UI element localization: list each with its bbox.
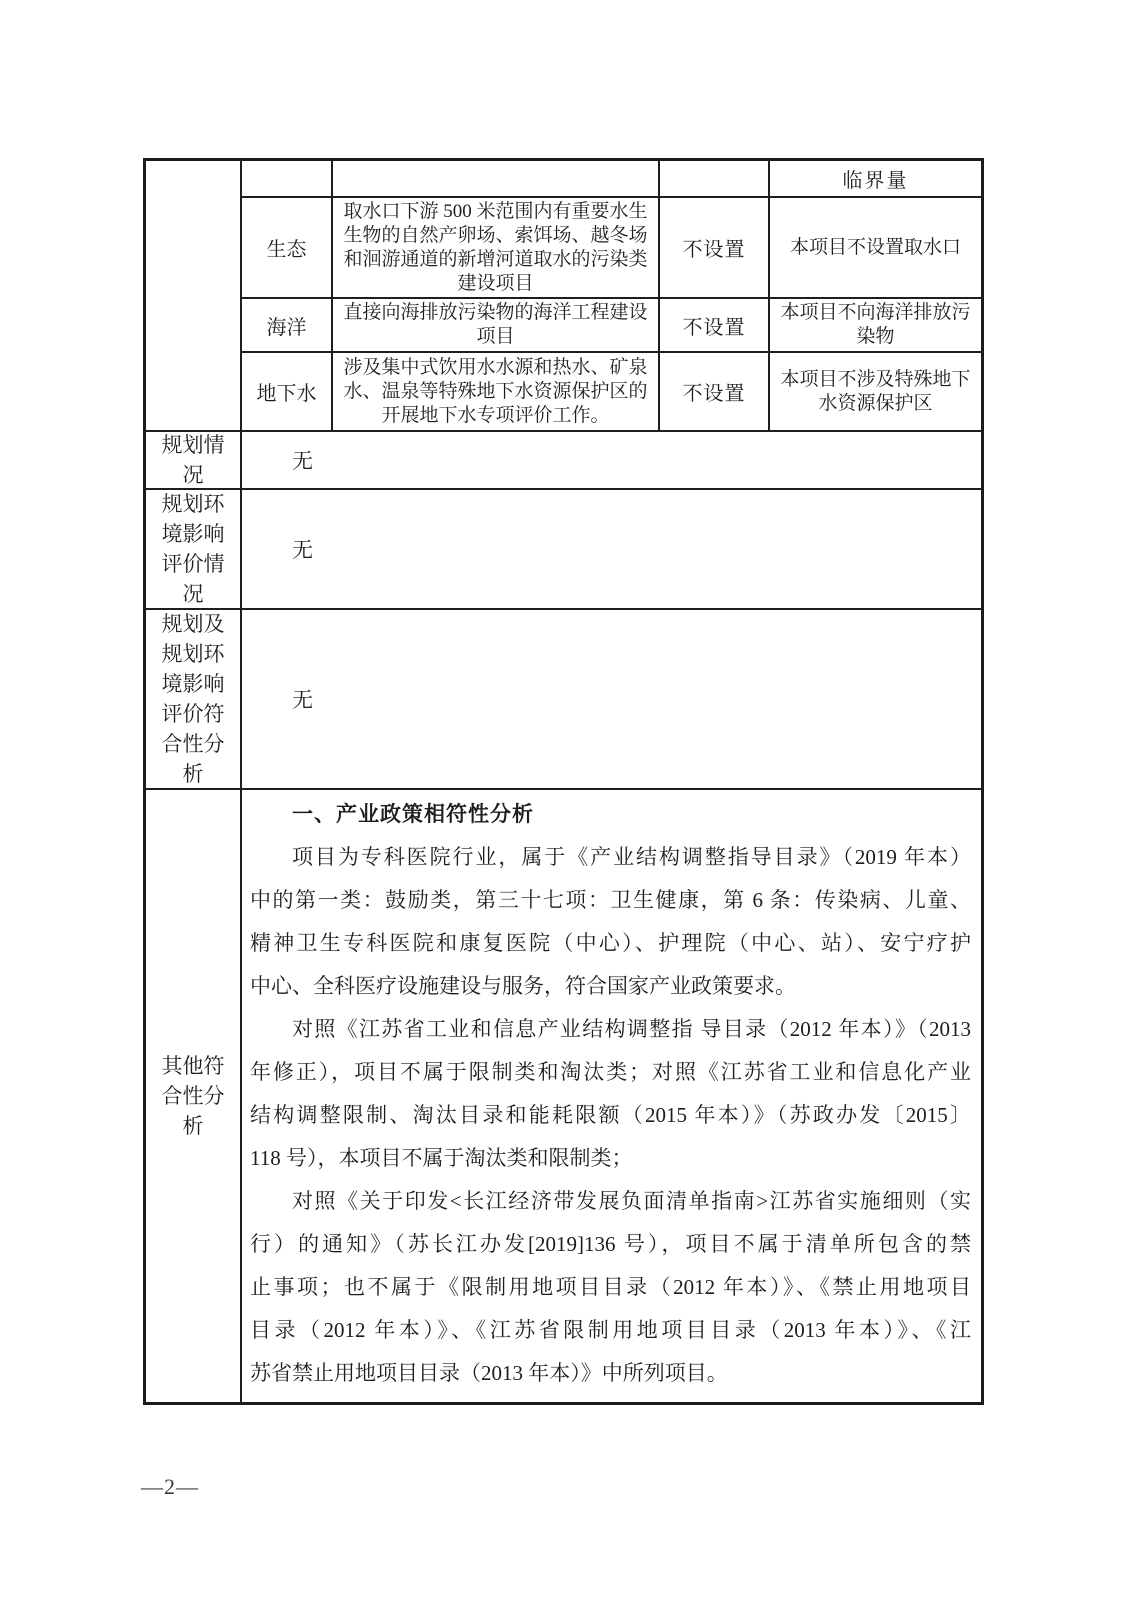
other-compliance-row — [146, 790, 981, 1402]
content-line: 中的第一类：鼓励类，第三十七项：卫生健康，第 6 条：传染病、儿童、 — [250, 888, 971, 912]
env-factor-cell: 海洋 — [242, 299, 333, 351]
content-line: 年修正），项目不属于限制类和淘汰类；对照《江苏省工业和信息化产业 — [250, 1060, 971, 1084]
content-line: 精神卫生专科医院和康复医院（中心）、护理院（中心、站）、安宁疗护 — [250, 931, 971, 955]
table-row — [146, 490, 981, 610]
env-factor-cell: 地下水 — [242, 353, 333, 430]
content-line: 目录（2012 年本）》、《江苏省限制用地项目目录（2013 年本）》、《江 — [250, 1318, 971, 1342]
row-value: 无 — [292, 688, 313, 712]
env-row — [242, 198, 981, 299]
other-compliance-content — [242, 790, 981, 1402]
critical-amount-header: 临界量 — [842, 170, 909, 192]
table-row — [146, 610, 981, 790]
merged-row-label-cell-empty — [146, 161, 242, 430]
env-factor-cell: 生态 — [242, 198, 333, 297]
content-line: 对照《江苏省工业和信息产业结构调整指 导目录（2012 年本）》（2013 — [292, 1017, 971, 1041]
content-line: 中心、全科医疗设施建设与服务，符合国家产业政策要求。 — [250, 974, 796, 998]
row-label: 规划及规划环境影响评价符合性分析 — [146, 610, 242, 788]
row-value: 无 — [292, 538, 313, 562]
content-line: 苏省禁止用地项目目录（2013 年本）》中所列项目。 — [250, 1361, 728, 1385]
env-header-row — [242, 161, 981, 198]
env-sensitivity-grid — [242, 161, 981, 430]
simple-rows — [146, 432, 981, 790]
table-row — [146, 432, 981, 490]
content-line: 对照《关于印发<长江经济带发展负面清单指南>江苏省实施细则（实 — [292, 1189, 971, 1213]
env-setting-cell: 不设置 — [660, 198, 770, 297]
env-row — [242, 353, 981, 430]
content-line: 止事项；也不属于《限制用地项目目录（2012 年本）》、《禁止用地项目 — [250, 1275, 971, 1299]
row-label: 规划情况 — [146, 432, 242, 488]
content-line: 行）的通知》（苏长江办发[2019]136 号），项目不属于清单所包含的禁 — [250, 1232, 971, 1256]
row-label: 规划环境影响评价情况 — [146, 490, 242, 608]
env-rows — [242, 198, 981, 430]
env-description-cell: 直接向海排放污染物的海洋工程建设项目 — [333, 299, 660, 351]
page-number: —2— — [141, 1474, 199, 1499]
header-cell-empty — [660, 161, 770, 196]
env-note-cell: 本项目不涉及特殊地下水资源保护区 — [780, 368, 971, 414]
env-setting-cell: 不设置 — [660, 299, 770, 351]
document-table — [143, 158, 984, 1405]
content-line: 结构调整限制、淘汰目录和能耗限额（2015 年本）》（苏政办发〔2015〕 — [250, 1103, 971, 1127]
env-row — [242, 299, 981, 353]
env-description-cell: 取水口下游 500 米范围内有重要水生生物的自然产卵场、索饵场、越冬场和洄游通道的新增河道取水的污染类建设项目 — [333, 198, 660, 297]
env-note-cell: 本项目不设置取水口 — [789, 236, 961, 258]
row-label: 其他符合性分析 — [146, 790, 242, 1402]
header-cell-empty — [242, 161, 333, 196]
content-line: 项目为专科医院行业，属于《产业结构调整指导目录》（2019 年本） — [292, 845, 971, 869]
env-description-cell: 涉及集中式饮用水水源和热水、矿泉水、温泉等特殊地下水资源保护区的开展地下水专项评价工作。 — [333, 353, 660, 430]
env-setting-cell: 不设置 — [660, 353, 770, 430]
content-line: 一、产业政策相符性分析 — [292, 802, 534, 826]
env-note-cell: 本项目不向海洋排放污染物 — [780, 302, 971, 347]
env-sensitivity-section — [146, 161, 981, 432]
header-cell-empty — [333, 161, 660, 196]
row-value: 无 — [292, 449, 313, 473]
content-line: 118 号），本项目不属于淘汰类和限制类； — [250, 1146, 633, 1170]
